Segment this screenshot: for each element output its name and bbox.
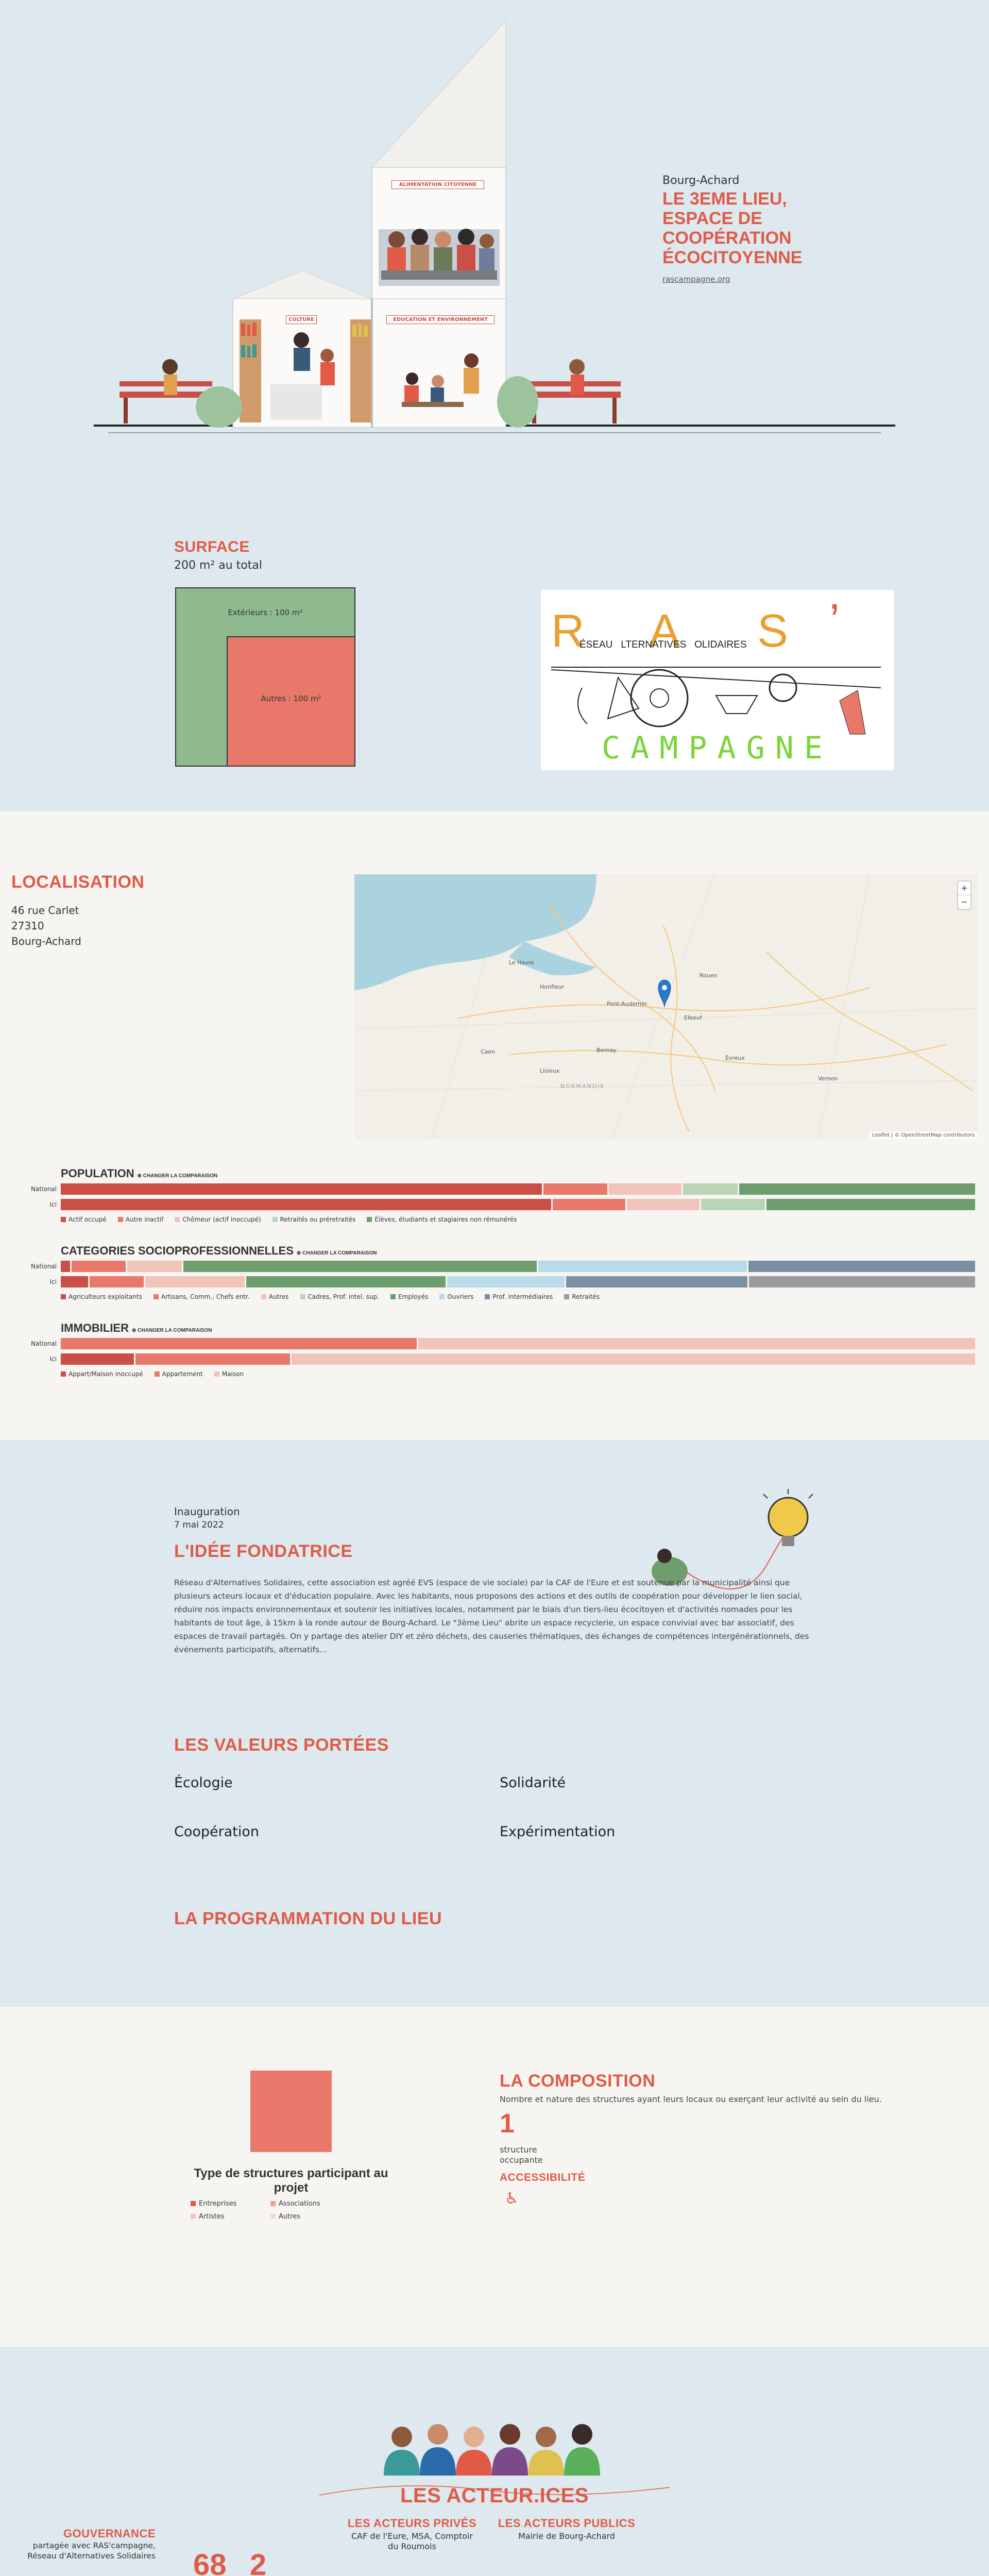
structure-count: 1 <box>500 2109 515 2139</box>
hero-info <box>662 174 848 284</box>
logo-tagline: ÉSEAU LTERNATIVES OLIDAIRES <box>579 639 747 650</box>
valeur-item: Écologie <box>174 1775 233 1791</box>
stacked-bar <box>61 1261 977 1272</box>
composition-title: LA COMPOSITION <box>500 2071 656 2091</box>
bar-segment <box>701 1199 766 1210</box>
acteurs-publics-title: LES ACTEURS PUBLICS <box>498 2517 636 2530</box>
bar-segment <box>543 1183 608 1195</box>
surface-total: 200 m² au total <box>174 559 262 572</box>
emplois-count: 2 <box>250 2548 267 2576</box>
map-label: Le Havre <box>509 959 534 966</box>
legend <box>61 1216 517 1223</box>
inauguration-label: Inauguration <box>174 1505 240 1518</box>
hero-city: Bourg-Achard <box>662 174 740 187</box>
stacked-bar <box>61 1353 977 1365</box>
localisation-title: LOCALISATION <box>11 872 145 892</box>
bar-segment <box>609 1183 683 1195</box>
acteurs-title: LES ACTEUR.ICES <box>400 2484 589 2507</box>
fondatrice-title: L'IDÉE FONDATRICE <box>174 1541 353 1561</box>
bar-segment <box>739 1183 977 1195</box>
bar-segment <box>61 1276 90 1287</box>
address-city: Bourg-Achard <box>11 935 81 947</box>
stacked-bar <box>61 1183 977 1195</box>
bar-segment <box>61 1338 418 1349</box>
bar-segment <box>61 1199 553 1210</box>
map-label: NORMANDIE <box>560 1083 605 1090</box>
bar-row-label: National <box>30 1185 57 1193</box>
valeurs-title: LES VALEURS PORTÉES <box>174 1735 389 1755</box>
bar-segment <box>748 1261 977 1272</box>
bar-segment <box>566 1276 748 1287</box>
map-label: Bernay <box>596 1047 617 1054</box>
acteurs-prives-title: LES ACTEURS PRIVÉS <box>347 2517 477 2530</box>
map-label: Pont-Audemer <box>607 1001 647 1007</box>
legend-item: Associations <box>270 2200 340 2208</box>
acteurs-section <box>0 2347 989 2576</box>
legend-item: Entreprises <box>191 2200 260 2208</box>
surface-outdoor-label: Extérieurs : 100 m² <box>228 608 303 617</box>
legend-item: Retraités <box>564 1293 600 1300</box>
map-zoom-control <box>957 880 971 910</box>
legend-item: Employés <box>390 1293 428 1300</box>
bar-segment <box>90 1276 145 1287</box>
logo-campagne: CAMPAGNE <box>602 730 833 766</box>
stacked-bar <box>61 1276 977 1287</box>
logo-letter-r: R <box>551 605 585 657</box>
map-zoom-out-button[interactable]: − <box>961 897 968 907</box>
legend-item: Artistes <box>191 2213 260 2221</box>
accessibility-title: ACCESSIBILITÉ <box>500 2172 586 2183</box>
map-label: Vernon <box>818 1075 838 1082</box>
bar-segment <box>145 1276 246 1287</box>
legend-item: Retraités ou préretraités <box>272 1216 356 1223</box>
map-label: Rouen <box>700 972 718 979</box>
valeur-item: Solidarité <box>500 1775 566 1791</box>
map-label: Lisieux <box>540 1067 560 1074</box>
logo-letter-a: A <box>649 605 680 657</box>
room-label-alimentation: ALIMENTATION CITOYENNE <box>391 180 484 189</box>
structures-type-title: Type de structures participant au projet <box>194 2166 388 2195</box>
bar-row-label: Ici <box>49 1278 57 1285</box>
bar-segment <box>627 1199 701 1210</box>
map[interactable] <box>354 874 978 1139</box>
legend-item: Ouvriers <box>439 1293 473 1300</box>
legend-item: Autre inactif <box>118 1216 164 1223</box>
legend-item: Appartement <box>155 1370 203 1378</box>
legend <box>61 1370 244 1378</box>
valeur-item: Coopération <box>174 1824 260 1840</box>
room-label-education: EDUCATION ET ENVIRONNEMENT <box>386 315 494 324</box>
wheelchair-icon: ♿ <box>505 2190 519 2208</box>
change-comparison-button[interactable]: ⊕ CHANGER LA COMPARAISON <box>132 1328 212 1333</box>
legend-item: Appart/Maison inoccupé <box>61 1370 143 1378</box>
legend-item: Chômeur (actif inoccupé) <box>175 1216 261 1223</box>
address <box>11 903 81 949</box>
legend-item: Cadres, Prof. intel. sup. <box>300 1293 380 1300</box>
logo-apostrophe: ’ <box>829 595 840 647</box>
gouvernance-text: partagée avec RAS'campagne, Réseau d'Alternatives Solidaires <box>27 2541 156 2561</box>
bar-segment <box>683 1183 739 1195</box>
bar-row-label: National <box>30 1340 57 1347</box>
bar-segment <box>538 1261 748 1272</box>
bar-segment <box>61 1353 135 1365</box>
surface-other-label: Autres : 100 m² <box>261 694 321 703</box>
legend-item: Autres <box>270 2213 340 2221</box>
bar-segment <box>183 1261 538 1272</box>
bar-segment <box>418 1338 977 1349</box>
bar-segment <box>127 1261 183 1272</box>
bar-segment <box>749 1276 977 1287</box>
structures-legend <box>191 2200 340 2221</box>
valeur-item: Expérimentation <box>500 1824 616 1840</box>
website-link[interactable]: rascampagne.org <box>662 275 730 284</box>
ras-campagne-logo <box>541 590 894 770</box>
gouvernance-title: GOUVERNANCE <box>63 2527 156 2540</box>
map-tiles <box>354 874 978 1139</box>
composition-subtitle: Nombre et nature des structures ayant leurs locaux ou exerçant leur activité au sein du lieu. <box>500 2094 882 2104</box>
bar-segment <box>292 1353 977 1365</box>
map-label: Évreux <box>725 1055 745 1061</box>
bar-segment <box>246 1276 447 1287</box>
structures-chart-square <box>250 2071 332 2152</box>
acteurs-prives-list: CAF de l'Eure, MSA, Comptoir du Roumois <box>351 2531 473 2551</box>
legend-item: Artisans, Comm., Chefs entr. <box>154 1293 250 1300</box>
logo-letter-s: S <box>757 605 789 657</box>
bar-segment <box>553 1199 627 1210</box>
bar-row-label: Ici <box>49 1355 57 1363</box>
map-zoom-in-button[interactable]: + <box>958 882 970 895</box>
room-label-culture: CULTURE <box>286 315 317 324</box>
map-attribution[interactable]: Leaflet | © OpenStreetMap contributors <box>869 1131 978 1139</box>
bar-segment <box>766 1199 977 1210</box>
bar-row-label: National <box>30 1263 57 1270</box>
legend-item: Maison <box>214 1370 244 1378</box>
legend-item: Élèves, étudiants et stagiaires non rémunérés <box>367 1216 517 1223</box>
stat-csp-title: CATEGORIES SOCIOPROFESSIONNELLES ⊕ CHANGER LA COMPARAISON <box>61 1244 377 1257</box>
address-postcode: 27310 <box>11 920 44 932</box>
surface-other-box <box>227 636 355 767</box>
inauguration-date: 7 mai 2022 <box>174 1520 224 1530</box>
bar-segment <box>72 1261 128 1272</box>
stat-population-title: POPULATION ⊕ CHANGER LA COMPARAISON <box>61 1167 218 1180</box>
composition-section <box>0 2007 989 2347</box>
map-label: Elbeuf <box>684 1014 702 1021</box>
legend-item: Autres <box>261 1293 289 1300</box>
surface-section <box>0 471 989 811</box>
fondatrice-section <box>0 1440 989 2007</box>
map-marker-icon <box>658 980 671 1007</box>
fondatrice-text: Réseau d'Alternatives Solidaires, cette association est agréé EVS (espace de vie sociale) par la CAF de l'Eure et est soutenue par la municipalité ainsi que plusieurs acteurs locaux et d'éducation populaire. Avec les habitants, nous proposons des actions et des outils de coopération pour développer le lien social, réduire nos impacts environnementaux et soutenir les initiatives locales, notamment par le biais d'un tiers-lieu écocitoyen et d'activités nomades pour les habitants de tout âge, à 15km à la ronde autour de Bourg-Achard. Le "3ème Lieu" abrite un espace recyclerie, un espace convivial avec bar associatif, des espaces de travail partagés. On y partage des atelier DIY et zéro déchets, des causeries thématiques, des échanges de compétences intergénérationnels, des événements participatifs, alternatifs... <box>174 1578 809 1654</box>
map-label: Honfleur <box>540 984 565 990</box>
stacked-bar <box>61 1199 977 1210</box>
programmation-title: LA PROGRAMMATION DU LIEU <box>174 1909 442 1928</box>
legend-item: Actif occupé <box>61 1216 107 1223</box>
people-illustration <box>371 2419 628 2481</box>
legend-item: Prof. intermédiaires <box>485 1293 553 1300</box>
map-label: Caen <box>481 1048 496 1055</box>
change-comparison-button[interactable]: ⊕ CHANGER LA COMPARAISON <box>137 1173 218 1179</box>
stat-immobilier-title: IMMOBILIER ⊕ CHANGER LA COMPARAISON <box>61 1321 212 1334</box>
bar-row-label: Ici <box>49 1201 57 1208</box>
page-title: LE 3EME LIEU, ESPACE DE COOPÉRATION ÉCOCITOYENNE <box>662 189 803 267</box>
surface-title: SURFACE <box>174 538 250 555</box>
bar-segment <box>447 1276 566 1287</box>
change-comparison-button[interactable]: ⊕ CHANGER LA COMPARAISON <box>296 1250 377 1256</box>
bar-segment <box>61 1261 72 1272</box>
hero-section <box>0 0 989 471</box>
gouvernance <box>0 2527 156 2561</box>
benevoles-count: 68 <box>193 2548 227 2576</box>
structure-count-label: structure occupante <box>500 2145 543 2165</box>
address-street: 46 rue Carlet <box>11 904 79 917</box>
legend-item: Agriculteurs exploitants <box>61 1293 142 1300</box>
bar-segment <box>135 1353 292 1365</box>
localisation-section <box>0 811 989 1440</box>
acteurs-publics-list: Mairie de Bourg-Achard <box>518 2531 615 2541</box>
stacked-bar <box>61 1338 977 1349</box>
bar-segment <box>61 1183 543 1195</box>
legend <box>61 1293 600 1300</box>
